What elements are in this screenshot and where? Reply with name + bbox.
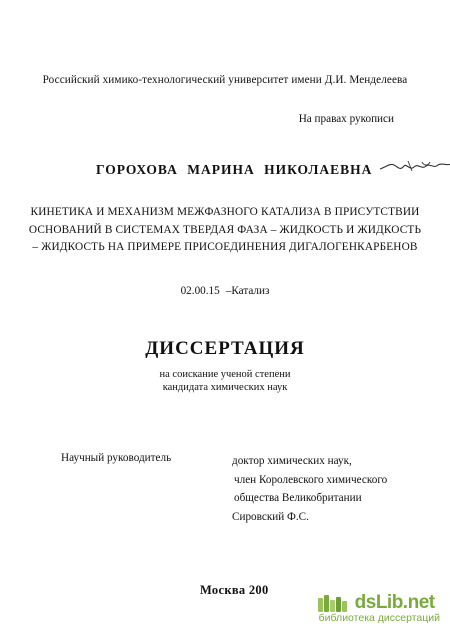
specialty — [0, 285, 450, 297]
manuscript-rights-note: На правах рукописи — [298, 113, 394, 125]
university-name: Российский химико-технологический университет имени Д.И. Менделеева — [42, 74, 408, 86]
specialty-code: 02.00.15 — [180, 285, 220, 297]
signature-icon — [378, 157, 450, 184]
supervisor-name: Сировский Ф.С. — [232, 510, 309, 523]
specialty-name: –Катализ — [225, 285, 270, 297]
document-type: ДИССЕРТАЦИЯ — [145, 338, 305, 359]
degree-line: кандидата химических наук — [162, 381, 288, 393]
supervisor-info — [232, 452, 387, 526]
thesis-title-line: ОСНОВАНИЙ В СИСТЕМАХ ТВЕРДАЯ ФАЗА – ЖИДКОСТЬ И ЖИДКОСТЬ — [28, 223, 422, 236]
dslib-logo-icon — [317, 592, 353, 614]
author-row — [96, 157, 450, 184]
supervisor-membership: член Королевского химического — [234, 473, 388, 486]
degree-line: на соискание ученой степени — [159, 369, 291, 380]
supervisor-degree: доктор химических наук, — [232, 455, 352, 467]
thesis-title-line: – ЖИДКОСТЬ НА ПРИМЕРЕ ПРИСОЕДИНЕНИЯ ДИГАЛОГЕНКАРБЕНОВ — [32, 241, 418, 253]
dslib-watermark[interactable] — [317, 592, 440, 624]
degree-sought — [0, 369, 450, 394]
thesis-title — [0, 204, 450, 257]
city-year: Москва 200 — [200, 583, 269, 597]
author-name: ГОРОХОВА МАРИНА НИКОЛАЕВНА — [96, 162, 373, 178]
supervisor-label: Научный руководитель — [61, 452, 172, 464]
thesis-title-line: КИНЕТИКА И МЕХАНИЗМ МЕЖФАЗНОГО КАТАЛИЗА В ПРИСУТСТВИИ — [30, 206, 420, 218]
supervisor-society: общества Великобритании — [234, 492, 362, 505]
watermark-subtitle: библиотека диссертаций — [318, 612, 440, 624]
watermark-site[interactable]: dsLib.net — [354, 592, 435, 613]
